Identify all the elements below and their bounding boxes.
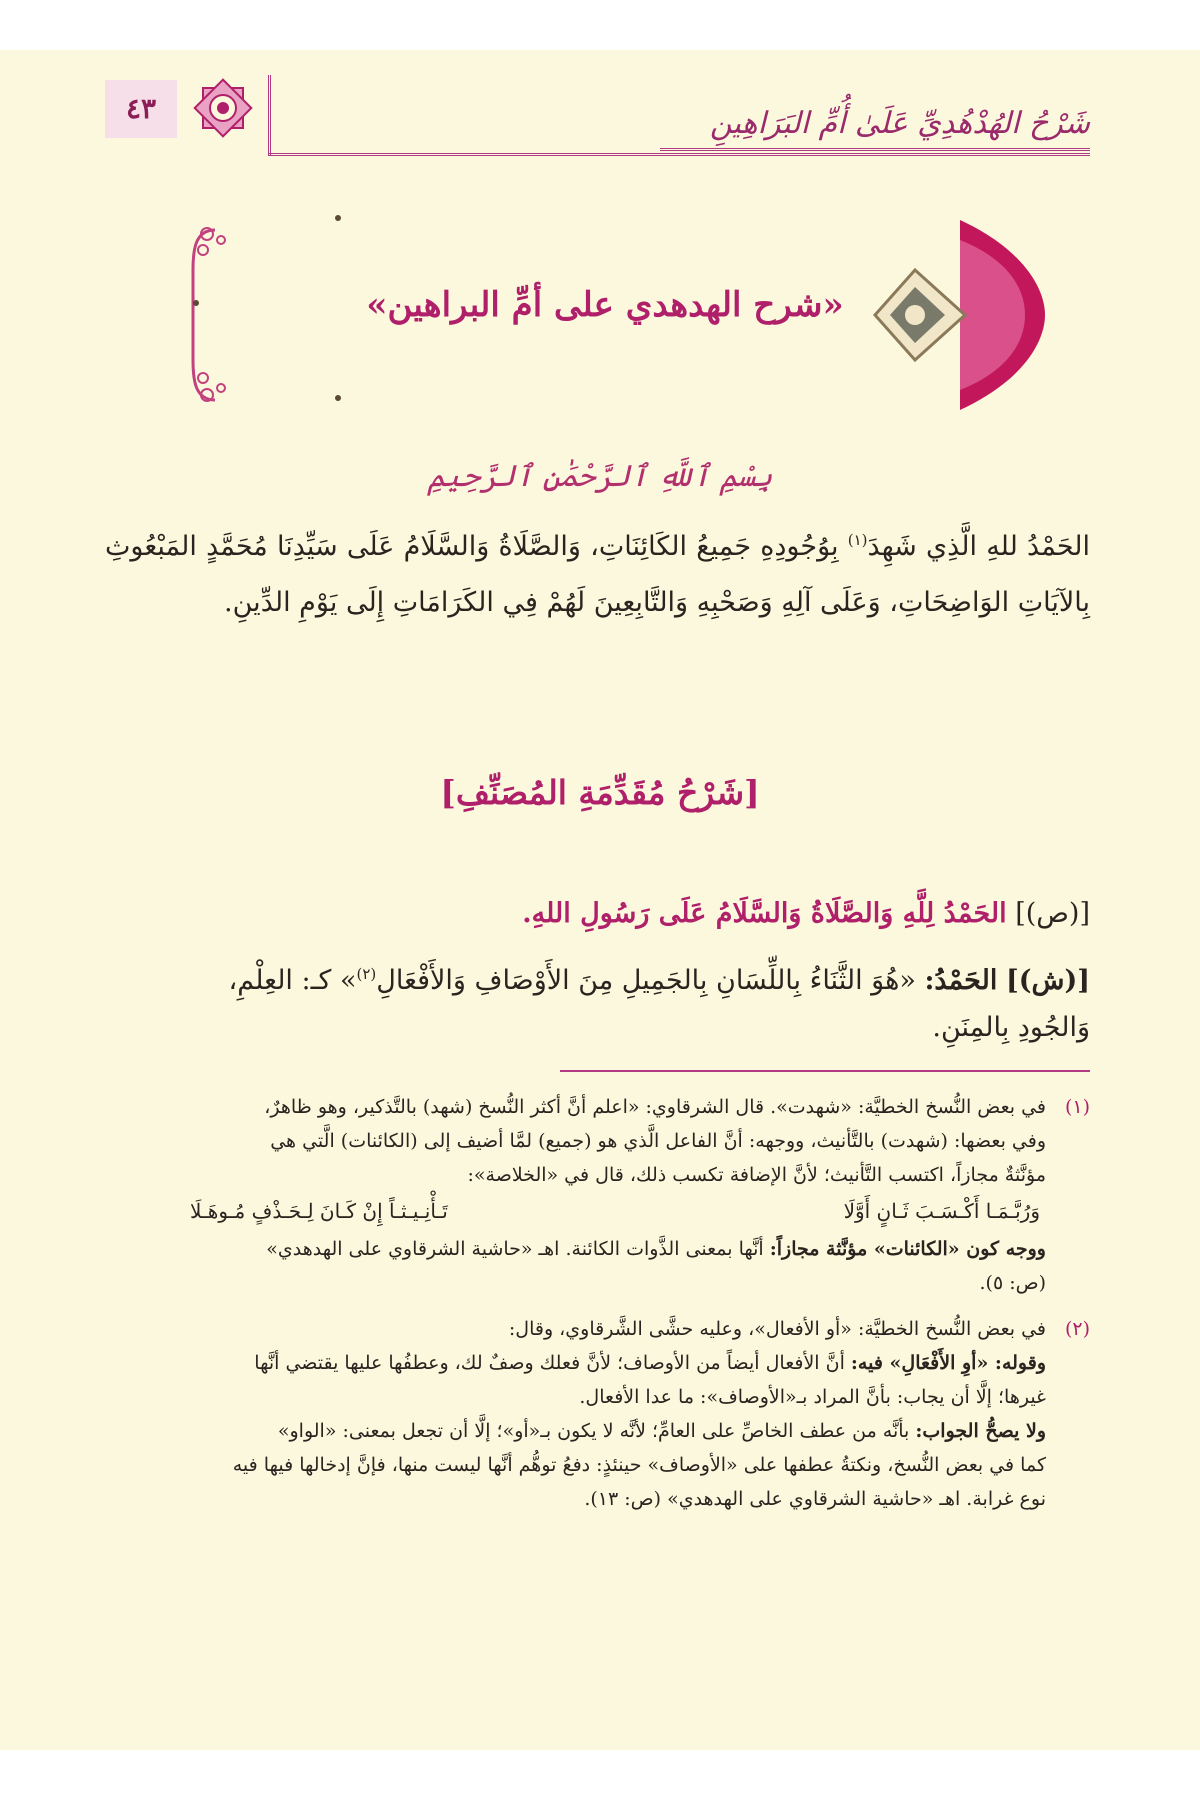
footnote-bold: ووجه كون «الكائنات» مؤنَّثة مجازاً: bbox=[769, 1238, 1046, 1260]
footnote-ref-1: (١) bbox=[847, 531, 868, 549]
footnote-bold: ولا يصحُّ الجواب: bbox=[915, 1420, 1046, 1442]
intro-paragraph bbox=[105, 512, 1090, 631]
footnote-line: نوع غرابة. اهـ «حاشية الشرقاوي على الهدهدي» (ص: ١٣). bbox=[584, 1488, 1046, 1510]
footnote-line: وفي بعضها: (شهدت) بالتَّأنيث، ووجهه: أنَّ الفاعل الَّذي هو (جميع) لمَّا أضيف إلى (الكائنات) الَّتي هي bbox=[270, 1130, 1046, 1152]
sharh-prefix: [(ش)] bbox=[1005, 965, 1090, 996]
decor-dot bbox=[335, 215, 341, 221]
footnote-1-cont bbox=[105, 1232, 1090, 1300]
sharh-line-1 bbox=[105, 948, 1090, 1007]
footnote-ref-2: (٢) bbox=[356, 965, 377, 983]
footnote-num: (١) bbox=[1064, 1096, 1090, 1118]
ornament-star-icon bbox=[190, 75, 256, 141]
book-title: «شرح الهدهدي على أمِّ البراهين» bbox=[366, 285, 844, 325]
footnote-line: أنَّ الأفعال أيضاً من الأوصاف؛ لأنَّ فعلك وصفٌ لك، وعطفُها عليها يقتضي أنَّها bbox=[254, 1352, 851, 1374]
sharh-term: الحَمْدُ: bbox=[924, 965, 998, 996]
footnote-line: في بعض النُّسخ الخطيَّة: «أو الأفعال»، وعليه حشَّى الشَّرقاوي، وقال: bbox=[508, 1318, 1046, 1340]
verse-hemistich-1: وَرُبَّـمَـا أَكْـسَـبَ ثَـانٍ أَوَّلَا bbox=[843, 1199, 1040, 1223]
matn-prefix: [(ص)] bbox=[1015, 898, 1090, 929]
verse-hemistich-2: تَـأْنِـيـثـاً إِنْ كَـانَ لِـحَـذْفٍ مُـوهَـلَا bbox=[190, 1199, 448, 1223]
page-number: ٤٣ bbox=[105, 80, 177, 138]
matn-line bbox=[105, 888, 1090, 940]
sharh-text-cont: » كـ: العِلْمِ، bbox=[228, 965, 357, 996]
sharh-text: «هُوَ الثَّنَاءُ بِاللِّسَانِ بِالجَمِيلِ مِنَ الأَوْصَافِ وَالأَفْعَالِ bbox=[376, 965, 925, 996]
footnote-num: (٢) bbox=[1064, 1318, 1090, 1340]
sharh-line-2: وَالجُودِ بِالمِنَنِ. bbox=[932, 1012, 1090, 1043]
footnote-line: في بعض النُّسخ الخطيَّة: «شهدت». قال الشرقاوي: «اعلم أنَّ أكثر النُّسخ (شهد) بالتَّذكير، وهو ظاهرٌ، bbox=[264, 1096, 1046, 1118]
basmala: بِسْمِ ٱللَّهِ ٱلرَّحْمَٰنِ ٱلرَّحِيمِ bbox=[427, 459, 773, 494]
footnote-line: غيرها؛ إلَّا أن يجاب: بأنَّ المراد بـ«الأوصاف»: ما عدا الأفعال. bbox=[579, 1386, 1046, 1408]
footnote-line: كما في بعض النُّسخ، ونكتةُ عطفها على «الأوصاف» حينئذٍ: دفعُ توهُّم أنَّها ليست منها، فإنَّ إدخالها فيها فيه bbox=[232, 1454, 1046, 1476]
running-title: شَرْحُ الهُدْهُدِيِّ عَلَىٰ أُمِّ البَرَاهِينِ bbox=[660, 100, 1090, 151]
footnote-line: بأنَّه من عطف الخاصِّ على العامِّ؛ لأنَّه لا يكون بـ«أو»؛ إلَّا أن تجعل بمعنى: «الواو» bbox=[277, 1420, 916, 1442]
header-rule-vertical bbox=[268, 75, 275, 155]
footnote-rule bbox=[560, 1070, 1090, 1072]
decor-dot bbox=[335, 395, 341, 401]
verse bbox=[190, 1194, 1040, 1228]
title-frame bbox=[185, 220, 1065, 410]
intro-text: الحَمْدُ للهِ الَّذِي شَهِدَ bbox=[867, 531, 1090, 562]
footnote-line: مؤنَّثةٌ مجازاً، اكتسب التَّأنيث؛ لأنَّ الإضافة تكسب ذلك، قال في «الخلاصة»: bbox=[467, 1164, 1046, 1186]
footnote-line: أنَّها بمعنى الذَّوات الكائنة. اهـ «حاشية الشرقاوي على الهدهدي» bbox=[266, 1238, 770, 1260]
matn-text: الحَمْدُ لِلَّهِ وَالصَّلَاةُ وَالسَّلَامُ عَلَى رَسُولِ اللهِ. bbox=[522, 898, 1007, 929]
header-rule bbox=[268, 153, 1090, 156]
footnote-1 bbox=[105, 1090, 1090, 1192]
footnote-2 bbox=[105, 1312, 1090, 1516]
footnote-line: (ص: ٥). bbox=[979, 1272, 1046, 1294]
section-heading: [شَرْحُ مُقَدِّمَةِ المُصَنِّفِ] bbox=[440, 773, 760, 812]
footnote-bold: وقوله: «أوِ الأَفْعَالِ» فيه: bbox=[850, 1352, 1046, 1374]
decor-dot bbox=[193, 300, 199, 306]
intro-text-cont: بِوُجُودِهِ جَمِيعُ الكَائِنَاتِ، وَالصَّلَاةُ وَالسَّلَامُ عَلَى سَيِّدِنَا مُحَمَّدٍ المَبْعُوثِ بِالآيَاتِ الوَاضِحَاتِ، وَعَلَى آلِهِ وَصَحْبِهِ وَالتَّابِعِينَ لَهُمْ فِي الكَرَامَاتِ إِلَى يَوْمِ الدِّينِ. bbox=[105, 531, 1090, 618]
